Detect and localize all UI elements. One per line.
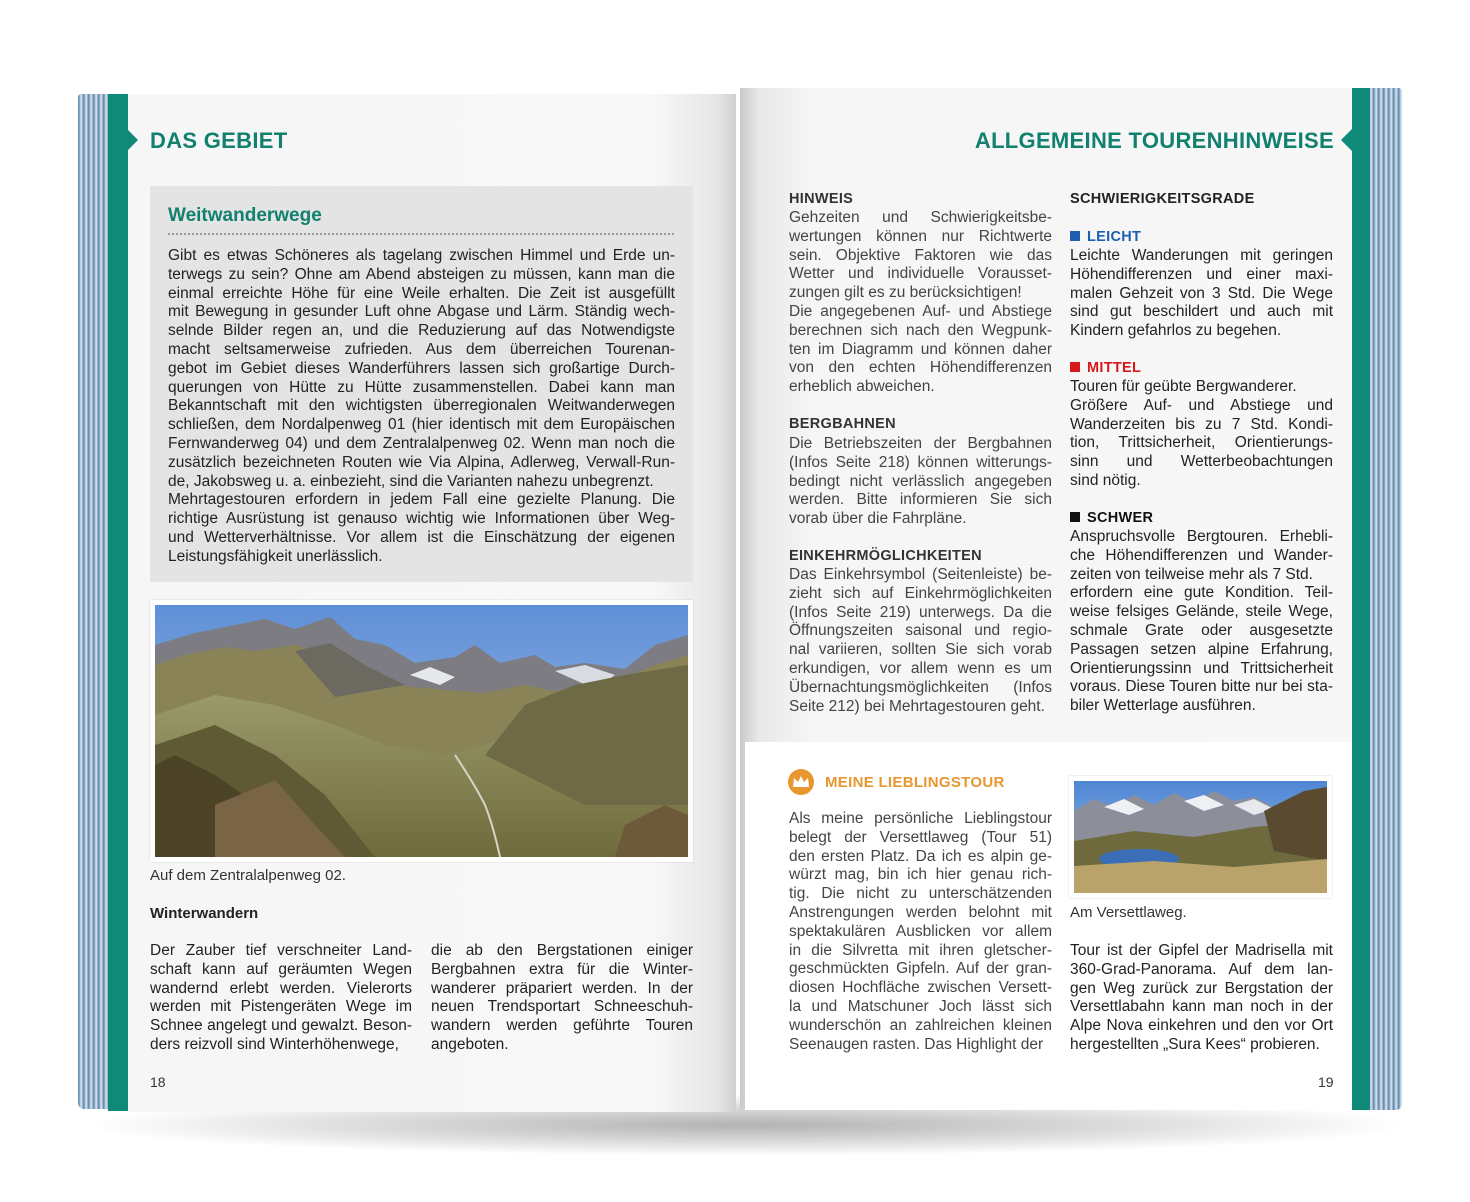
text-line: Als meine persönliche Lieblingstour [789, 810, 1052, 827]
green-band-right [1352, 88, 1370, 1110]
header-arrow-right-icon [1341, 128, 1353, 152]
einkehr-title: EINKEHRMÖGLICHKEITEN [789, 548, 982, 564]
text-line: Wanderzeiten bis zu 7 Std. Kondi- [1070, 415, 1333, 433]
text-line: ders reizvoll sind Winterhöhenwege, [150, 1035, 399, 1053]
text-line: erheblich abweichen. [789, 378, 935, 396]
text-line: de, Jakobsweg u. a. einbezieht, sind die Varianten nahezu unbegrenzt. [168, 472, 654, 490]
text-line: Schnee angelegt und gewalzt. Beson- [150, 1017, 412, 1035]
winterwandern-col2 [431, 942, 693, 1055]
text-line: Fernwanderweg 04) und dem Zentralalpenweg 02. Wenn man noch die [168, 434, 675, 452]
einkehr-text [789, 566, 1052, 716]
leicht-text [1070, 247, 1333, 341]
text-line: tion, Trittsicherheit, Orientierungs- [1070, 434, 1333, 452]
text-line: nal variieren, sollten Sie sich vorab [789, 641, 1052, 659]
leicht-label-text: LEICHT [1087, 229, 1142, 245]
text-line: einmal erreichte Höhe für eine Weile erhalten. Die Zeit ist ausgefüllt [168, 284, 675, 302]
page-number-left: 18 [150, 1074, 166, 1090]
section-title-winterwandern: Winterwandern [150, 905, 259, 922]
dotted-divider [168, 233, 674, 235]
text-line: sein. Objektive Faktoren wie das [789, 246, 1052, 264]
text-line: Leichte Wanderungen mit geringen [1070, 247, 1333, 264]
green-band-left [108, 94, 128, 1111]
text-line: Bekanntschaft mit den wichtigsten überregionalen Weitwanderwegen [168, 397, 675, 415]
text-line: wandernd erlebt werden. Vielerorts [150, 979, 412, 997]
text-line: geschmückten Gipfeln. Auf der gran- [789, 960, 1052, 978]
text-line: tig. Die nicht zu unterschätzenden [789, 885, 1052, 903]
leicht-label [1070, 229, 1141, 245]
winterwandern-col1 [150, 942, 412, 1055]
text-line: gebot im Gebiet dieses Wanderführers lassen sich großartige Durch- [168, 359, 675, 377]
text-line: Das Einkehrsymbol (Seitenleiste) be- [789, 566, 1052, 583]
text-line: Wetter und individuelle Vorausset- [789, 265, 1052, 283]
text-line: (Infos Seite 219) unterwegs. Da die [789, 603, 1052, 621]
text-line: Seite 212) bei Mehrtagestouren geht. [789, 697, 1045, 715]
text-line: zusätzlich bezeichneten Routen wie Via Alpina, Adlerweg, Verwall-Run- [168, 453, 675, 471]
text-line: Bergbahnen extra für die Winter- [431, 960, 693, 978]
text-line: schließen, dem Nordalpenweg 01 (hier identisch mit dem Europäischen [168, 416, 675, 434]
text-line: wandern werden geführte Touren [431, 1017, 693, 1035]
text-line: spektakulären Ausblicken vor allem [789, 922, 1052, 940]
text-line: in die Silvretta mit ihren gletscher- [789, 941, 1052, 959]
page-edges-left [78, 94, 108, 1109]
mittel-text [1070, 378, 1333, 491]
bergbahnen-title: BERGBAHNEN [789, 416, 896, 432]
versettlaweg-photo [1069, 776, 1332, 898]
text-line: vorab über die Fahrpläne. [789, 510, 967, 528]
text-line: Gehzeiten und Schwierigkeitsbe- [789, 209, 1052, 226]
text-line: und Wetterverhältnisse. Vor allem ist die Einschätzung der eigenen [168, 528, 675, 546]
text-line: bedingt nicht verlässlich angegeben [789, 472, 1052, 490]
text-line: che Höhendifferenzen und Wander- [1070, 546, 1333, 564]
text-line: (Infos Seite 218) können witterungs- [789, 453, 1052, 471]
text-line: Alpe Nova einkehren und den vor Ort [1070, 1017, 1333, 1035]
text-line: angeboten. [431, 1035, 509, 1053]
text-line: schmale Grate oder ausgesetzte [1070, 621, 1333, 639]
text-line: Versettlabahn kann man noch in der [1070, 998, 1333, 1016]
text-line: Größere Auf- und Abstiege und [1070, 396, 1333, 414]
text-line: biler Wetterlage ausführen. [1070, 697, 1256, 715]
text-line: den ersten Platz. Da ich es alpin ge- [789, 847, 1052, 865]
text-line: Anspruchsvolle Bergtouren. Erhebli- [1070, 528, 1333, 545]
text-line: schaft kann auf geräumten Wegen [150, 960, 412, 978]
text-line: zeiten von teilweise mehr als 7 Std. [1070, 565, 1313, 583]
text-line: ten im Diagramm und können daher [789, 340, 1052, 358]
text-line: Kindern gefahrlos zu begehen. [1070, 322, 1282, 340]
text-line: sinn und Wetterbeobachtungen [1070, 453, 1333, 471]
infobox-title: Weitwanderwege [168, 205, 322, 226]
schwierigkeit-title: SCHWIERIGKEITSGRADE [1070, 191, 1255, 207]
text-line: Passagen setzen alpine Erfahrung, [1070, 640, 1333, 658]
crown-shape [792, 775, 810, 789]
crown-icon [788, 769, 814, 795]
text-line: Anstrengungen werden belohnt mit [789, 903, 1052, 921]
text-line: Höhendifferenzen und einer maxi- [1070, 265, 1333, 283]
text-line: erkundigen, vor allem wenn es um [789, 659, 1052, 677]
text-line: mit Bewegung in gesunder Luft ohne Abgase und Lärm. Ständig wech- [168, 303, 675, 321]
text-line: sind gut beschildert und auch mit [1070, 303, 1333, 321]
text-line: Der Zauber tief verschneiter Land- [150, 942, 412, 959]
text-line: würzt mag, bin ich hier genau rich- [789, 866, 1052, 884]
lieblingstour-text [789, 810, 1052, 1054]
text-line: werden mit Pistengeräten Wege im [150, 998, 412, 1016]
text-line: wanderer präpariert werden. In der [431, 979, 693, 997]
text-line: Öffnungszeiten saisonal und regio- [789, 622, 1052, 640]
text-line: Übernachtungsmöglichkeiten (Infos [789, 678, 1052, 696]
text-line: 360-Grad-Panorama. Auf dem lan- [1070, 960, 1333, 978]
text-line: weise felsiges Gelände, steile Wege, [1070, 603, 1333, 621]
text-line: belegt der Versettlaweg (Tour 51) [789, 828, 1052, 846]
lieblingstour-right-text [1070, 942, 1333, 1055]
mittel-square-icon [1070, 362, 1080, 372]
hinweis-title: HINWEIS [789, 191, 854, 207]
header-arrow-left-icon [126, 128, 138, 152]
text-line: terwegs zu sein? Ohne am Abend absteigen zu müssen, kann man die [168, 265, 675, 283]
text-line: die ab den Bergstationen einiger [431, 942, 693, 959]
text-line: Leistungsfähigkeit unerlässlich. [168, 547, 383, 565]
text-line: erfordern eine gute Kondition. Teil- [1070, 584, 1333, 602]
text-line: malen Gehzeit von 3 Std. Die Wege [1070, 284, 1333, 302]
right-page-header: ALLGEMEINE TOURENHINWEISE [974, 128, 1334, 153]
text-line: hergestellten „Sura Kees“ probieren. [1070, 1035, 1320, 1053]
text-line: gen Weg zurück zur Bergstation der [1070, 979, 1333, 997]
schwer-label [1070, 510, 1153, 526]
text-line: Tour ist der Gipfel der Madrisella mit [1070, 942, 1333, 959]
schwer-text [1070, 528, 1333, 716]
text-line: macht seltsamerweise zufrieden. Aus dem überreichen Tourenan- [168, 340, 675, 358]
text-line: wertungen können nur Richtwerte [789, 227, 1052, 245]
page-edges-right [1368, 88, 1402, 1110]
leicht-square-icon [1070, 231, 1080, 241]
text-line: querungen von Hütte zu Hütte zusammenstellen. Dabei kann man [168, 378, 675, 396]
text-line: voraus. Diese Touren bitte nur bei sta- [1070, 678, 1333, 696]
text-line: werden. Bitte informieren Sie sich [789, 491, 1052, 509]
text-line: sind nötig. [1070, 471, 1141, 489]
photo-caption-right: Am Versettlaweg. [1070, 904, 1187, 921]
photo-caption-left: Auf dem Zentralalpenweg 02. [150, 867, 346, 884]
bergbahnen-text [789, 435, 1052, 529]
text-line: Touren für geübte Bergwanderer. [1070, 378, 1297, 395]
lake-landscape-image [1074, 781, 1327, 893]
infobox-text [168, 247, 675, 567]
text-line: la und Matschuner Joch lässt sich [789, 997, 1052, 1015]
text-line: Orientierungssinn und Trittsicherheit [1070, 659, 1333, 677]
text-line: Die Betriebszeiten der Bergbahnen [789, 435, 1052, 452]
text-line: Gibt es etwas Schöneres als tagelang zwischen Himmel und Erde un- [168, 247, 675, 264]
hinweis-text [789, 209, 1052, 397]
text-line: neuen Trendsportart Schneeschuh- [431, 998, 693, 1016]
text-line: berechnen sich nach den Wegpunk- [789, 321, 1052, 339]
schwer-label-text: SCHWER [1087, 510, 1154, 526]
mittel-label-text: MITTEL [1087, 360, 1142, 376]
text-line: zieht sich auf Einkehrmöglichkeiten [789, 584, 1052, 602]
mountain-landscape-image [155, 605, 688, 857]
page-number-right: 19 [1318, 1074, 1334, 1090]
text-line: von den echten Höhendifferenzen [789, 359, 1052, 377]
text-line: Mehrtagestouren erfordern in jedem Fall eine gezielte Planung. Die [168, 491, 675, 509]
mountain-photo [150, 600, 693, 862]
text-line: diosen Hochfläche zwischen Versett- [789, 979, 1052, 997]
text-line: zungen gilt es zu berücksichtigen! [789, 284, 1022, 302]
text-line: Seenaugen rasten. Das Highlight der [789, 1035, 1044, 1053]
text-line: selnde Bilder regen an, und die Reduzierung auf das Notwendigste [168, 322, 675, 340]
text-line: richtige Ausrüstung ist genauso wichtig wie Informationen über Weg- [168, 510, 675, 528]
text-line: Die angegebenen Auf- und Abstiege [789, 302, 1052, 320]
mittel-label [1070, 360, 1141, 376]
text-line: wunderschön an zahlreichen kleinen [789, 1016, 1052, 1034]
left-page-header: DAS GEBIET [150, 128, 288, 153]
lieblingstour-title: MEINE LIEBLINGSTOUR [825, 774, 1005, 791]
schwer-square-icon [1070, 512, 1080, 522]
